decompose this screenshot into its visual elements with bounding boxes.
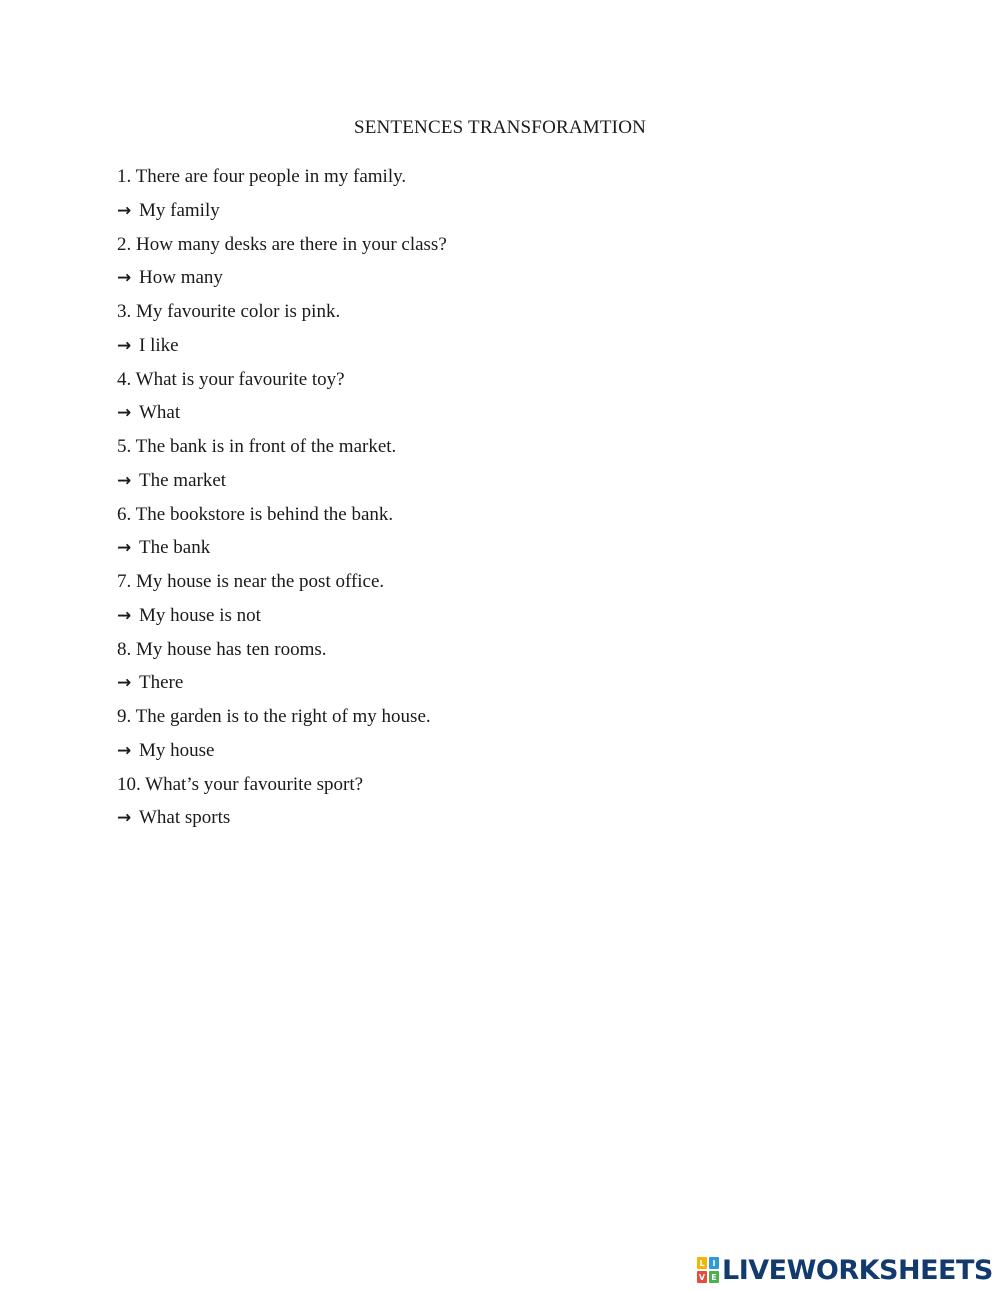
answer-line — [117, 738, 877, 772]
question-line: 6. The bookstore is behind the bank. — [117, 503, 394, 525]
answer-prompt: The bank — [139, 537, 211, 559]
question-line: 8. My house has ten rooms. — [117, 638, 327, 660]
arrow-right-icon: → — [117, 200, 132, 221]
arrow-right-icon: → — [117, 605, 132, 626]
question-line: 10. What’s your favourite sport? — [117, 773, 364, 795]
answer-prompt: What — [139, 402, 181, 424]
answer-prompt: What sports — [139, 807, 231, 829]
question-line: 3. My favourite color is pink. — [117, 301, 341, 322]
answer-prompt: My house is not — [139, 604, 261, 626]
logo-block: V — [698, 1272, 706, 1282]
arrow-right-icon: → — [117, 470, 132, 491]
answer-line — [117, 603, 877, 637]
exercise-list — [117, 164, 877, 839]
logo-block: L — [697, 1257, 707, 1269]
answer-prompt: My house — [139, 739, 215, 761]
arrow-right-icon: → — [117, 673, 132, 694]
answer-line — [117, 333, 877, 367]
question-line: 2. How many desks are there in your class? — [117, 233, 447, 255]
question-line: 5. The bank is in front of the market. — [117, 436, 397, 457]
question-line: 9. The garden is to the right of my house. — [117, 706, 431, 727]
arrow-right-icon: → — [117, 740, 132, 761]
answer-prompt: I like — [139, 334, 179, 356]
answer-prompt: How many — [139, 267, 223, 289]
answer-line — [117, 400, 877, 434]
answer-line — [117, 535, 877, 569]
logo-text: LIVEWORKSHEETS — [722, 1254, 993, 1286]
arrow-right-icon: → — [117, 335, 132, 356]
answer-line — [117, 670, 877, 704]
question-line: 4. What is your favourite toy? — [117, 368, 345, 390]
liveworksheets-logo — [697, 1255, 993, 1285]
arrow-right-icon: → — [117, 538, 132, 559]
worksheet-title: SENTENCES TRANSFORAMTION — [353, 117, 647, 138]
answer-line — [117, 198, 877, 232]
answer-prompt: The market — [139, 469, 227, 491]
logo-block: I — [709, 1257, 719, 1269]
answer-line — [117, 468, 877, 502]
answer-prompt: There — [139, 672, 184, 694]
arrow-right-icon: → — [117, 808, 132, 829]
answer-line — [117, 265, 877, 299]
question-line: 1. There are four people in my family. — [117, 166, 407, 187]
question-line: 7. My house is near the post office. — [117, 571, 385, 592]
logo-blocks-icon — [697, 1257, 719, 1283]
answer-line — [117, 805, 877, 839]
arrow-right-icon: → — [117, 268, 132, 289]
logo-block: E — [709, 1271, 719, 1283]
arrow-right-icon: → — [117, 403, 132, 424]
answer-prompt: My family — [139, 199, 220, 221]
